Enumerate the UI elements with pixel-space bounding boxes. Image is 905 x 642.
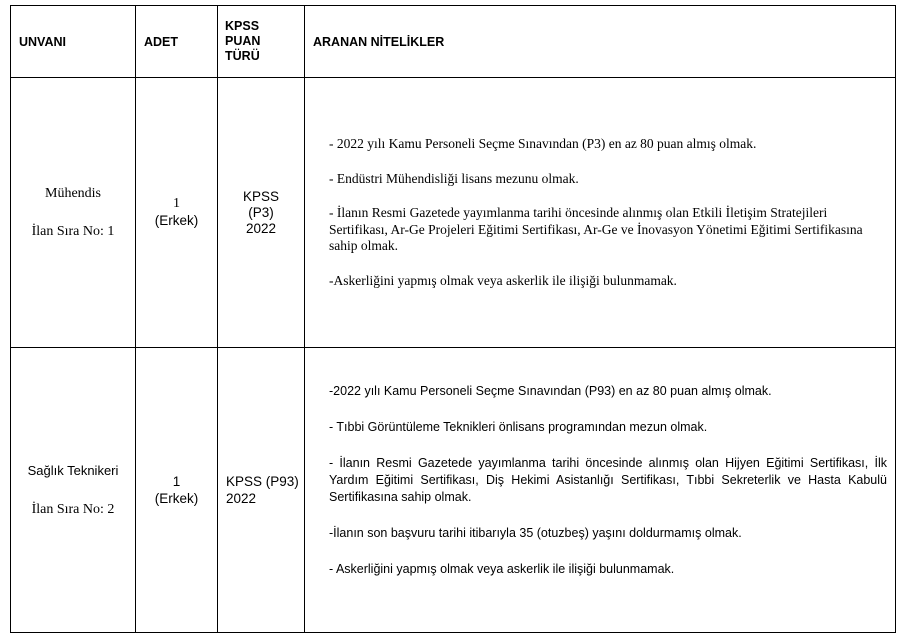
puan-line-1: KPSS (P93) (226, 474, 299, 489)
header-puan-line-2: PUAN (225, 34, 261, 48)
requirement-item: - İlanın Resmi Gazetede yayımlanma tarihi öncesinde alınmış olan Etkili İletişim Stratejileri Sertifikası, Ar-Ge Projeleri Eğitimi Sertifikası, Ar-Ge ve İnovasyon Yönetimi Eğitimi Sertifikasına sahip olmak. (329, 205, 863, 253)
puan-turu-cell (218, 348, 305, 633)
puan-line-2: 2022 (226, 491, 257, 506)
unvan-cell (11, 78, 136, 348)
cinsiyet-label: (Erkek) (154, 491, 199, 506)
puan-line-3: 2022 (245, 220, 277, 236)
adet-cell (136, 348, 218, 633)
requirements-cell (305, 78, 896, 348)
header-kpss-puan-turu (218, 6, 305, 78)
puan-line-1: KPSS (242, 188, 280, 204)
puan-line-2: (P3) (248, 204, 274, 220)
adet-value: 1 (173, 196, 180, 211)
requirement-item: - Endüstri Mühendisliği lisans mezunu olmak. (329, 170, 579, 186)
unvan-label: Sağlık Teknikeri (27, 462, 119, 478)
header-puan-line-1: KPSS (225, 19, 260, 33)
cinsiyet-label: (Erkek) (154, 213, 199, 228)
requirement-item: -2022 yılı Kamu Personeli Seçme Sınavından (P93) en az 80 puan almış olmak. (329, 384, 772, 398)
unvan-cell (11, 348, 136, 633)
requirement-item: - İlanın Resmi Gazetede yayımlanma tarihi öncesinde alınmış olan Hijyen Eğitimi Sertifikası, İlk Yardım Eğitimi Sertifikası, Diş Hekimi Asistanlığı Sertifikası, Tıbbi Sekreterlik ve Hasta Kabulü Sertifikasına sahip olmak. (329, 456, 887, 504)
job-requirements-table (10, 5, 896, 633)
ilan-sira-no: İlan Sıra No: 2 (31, 501, 115, 517)
adet-cell (136, 78, 218, 348)
requirement-item: - Askerliğini yapmış olmak veya askerlik ile ilişiği bulunmamak. (329, 562, 675, 576)
header-unvan: UNVANI (11, 6, 136, 78)
requirement-item: -Askerliğini yapmış olmak veya askerlik ile ilişiği bulunmamak. (329, 272, 677, 288)
unvan-label: Mühendis (45, 185, 101, 201)
table-row (11, 348, 896, 633)
requirements-cell (305, 348, 896, 633)
header-aranan-nitelikler: ARANAN NİTELİKLER (305, 6, 896, 78)
requirement-item: -İlanın son başvuru tarihi itibarıyla 35 (otuzbeş) yaşını doldurmamış olmak. (329, 526, 742, 540)
puan-turu-cell (218, 78, 305, 348)
header-puan-line-3: TÜRÜ (225, 49, 260, 63)
requirement-item: - Tıbbi Görüntüleme Teknikleri önlisans programından mezun olmak. (329, 420, 708, 434)
header-row (11, 6, 896, 78)
ilan-sira-no: İlan Sıra No: 1 (31, 223, 115, 239)
table-row (11, 78, 896, 348)
requirement-item: - 2022 yılı Kamu Personeli Seçme Sınavından (P3) en az 80 puan almış olmak. (329, 136, 757, 151)
adet-value: 1 (172, 474, 181, 489)
header-adet: ADET (136, 6, 218, 78)
